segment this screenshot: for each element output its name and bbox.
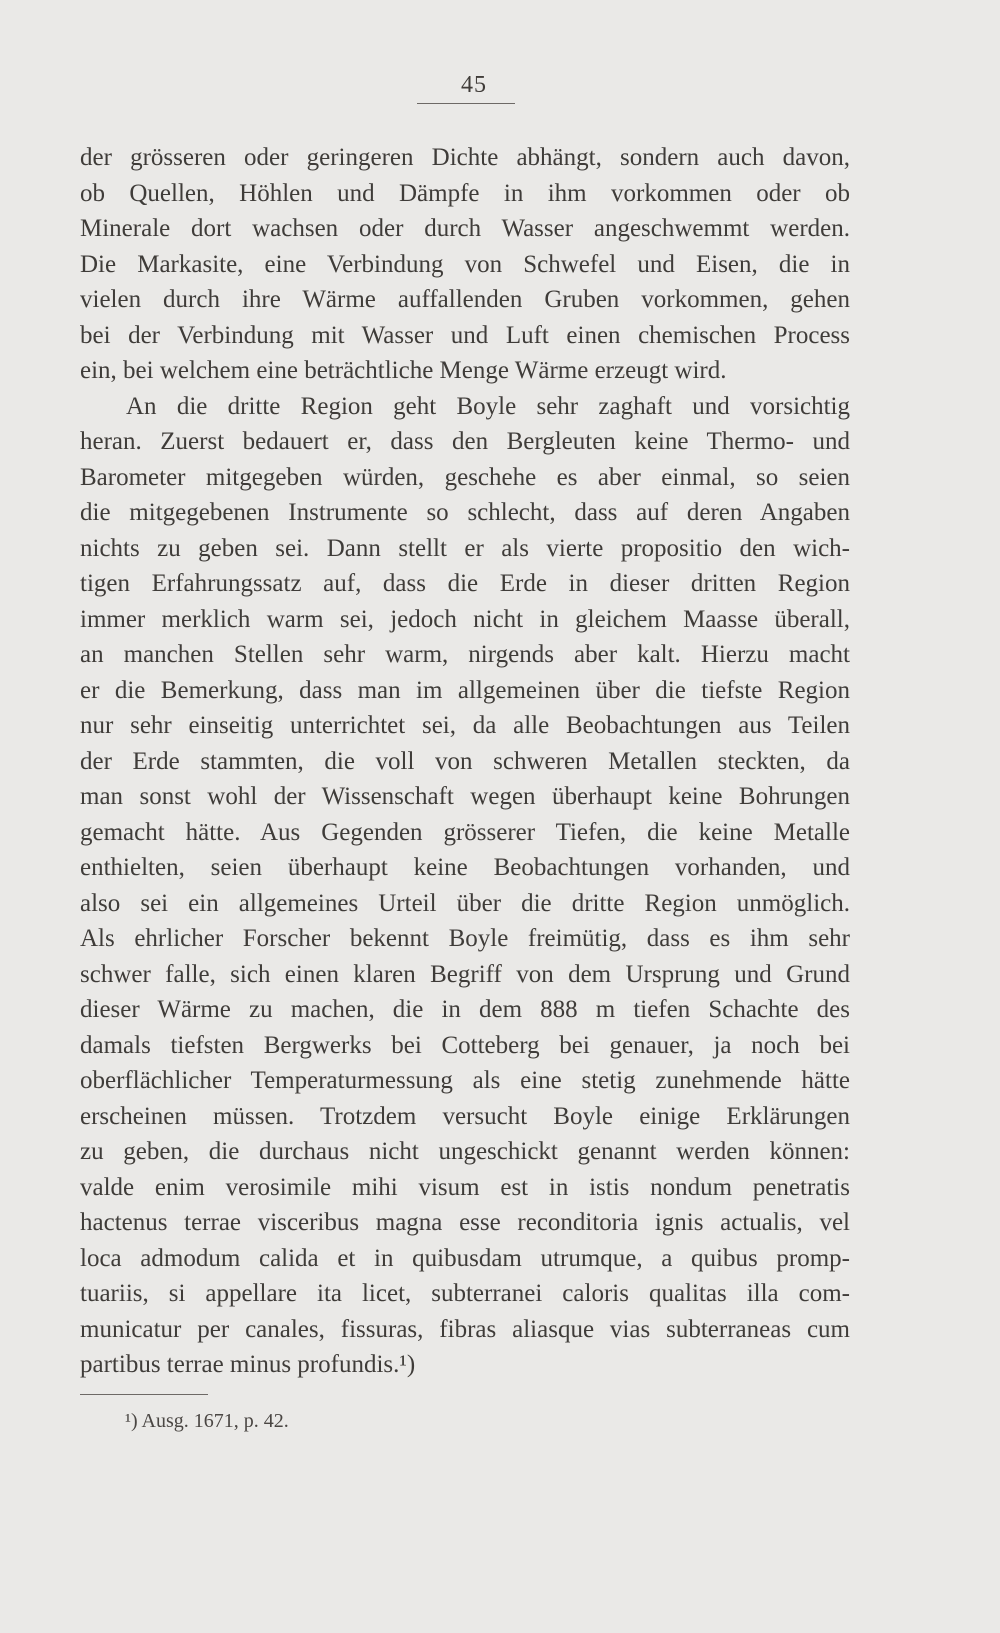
text-line: dieser Wärme zu machen, die in dem 888 m tiefen Schachte des [80,996,850,1023]
text-line: er die Bemerkung, dass man im allgemeinen über die tiefste Region [80,676,850,704]
text-line: ob Quellen, Höhlen und Dämpfe in ihm vorkommen oder ob [80,179,850,207]
text-line: der grösseren oder geringeren Dichte abhängt, sondern auch davon, [80,144,850,171]
text-line: damals tiefsten Bergwerks bei Cotteberg bei genauer, ja noch bei [80,1031,850,1059]
text-line: schwer falle, sich einen klaren Begriff von dem Ursprung und Grund [80,960,850,988]
header-rule [417,103,515,104]
text-line: An die dritte Region geht Boyle sehr zaghaft und vorsichtig [126,392,850,420]
text-line: ein, bei welchem eine beträchtliche Menge Wärme erzeugt wird. [80,357,727,384]
text-line: gemacht hätte. Aus Gegenden grösserer Tiefen, die keine Metalle [80,818,850,846]
text-line: partibus terrae minus profundis.¹) [80,1351,416,1378]
text-line: vielen durch ihre Wärme auffallenden Gruben vorkommen, gehen [80,286,850,313]
text-line: Die Markasite, eine Verbindung von Schwefel und Eisen, die in [80,250,850,278]
text-line: zu geben, die durchaus nicht ungeschickt genannt werden können: [80,1138,850,1165]
text-line: an manchen Stellen sehr warm, nirgends aber kalt. Hierzu macht [80,641,850,668]
text-line: bei der Verbindung mit Wasser und Luft einen chemischen Process [80,321,850,349]
text-line: Als ehrlicher Forscher bekennt Boyle freimütig, dass es ihm sehr [80,925,850,952]
text-line: man sonst wohl der Wissenschaft wegen überhaupt keine Bohrungen [80,783,850,810]
text-line: erscheinen müssen. Trotzdem versucht Boyle einige Erklärungen [80,1102,850,1130]
text-line: also sei ein allgemeines Urteil über die dritte Region unmöglich. [80,889,850,917]
text-line: tuariis, si appellare ita licet, subterranei caloris qualitas illa com- [80,1280,850,1307]
text-line: die mitgegebenen Instrumente so schlecht, dass auf deren Angaben [80,499,850,526]
text-line: Barometer mitgegeben würden, geschehe es aber einmal, so seien [80,463,850,491]
text-line: heran. Zuerst bedauert er, dass den Bergleuten keine Thermo- und [80,428,850,455]
text-line: Minerale dort wachsen oder durch Wasser angeschwemmt werden. [80,215,850,242]
text-line: nichts zu geben sei. Dann stellt er als vierte propositio den wich- [80,534,850,562]
body-text [80,140,850,1383]
text-line: valde enim verosimile mihi visum est in istis nondum penetratis [80,1173,850,1201]
text-line: der Erde stammten, die voll von schweren Metallen steckten, da [80,747,850,775]
footnote-rule [80,1394,208,1395]
footnote: ¹) Ausg. 1671, p. 42. [125,1410,289,1432]
page-number: 45 [461,72,487,98]
text-line: tigen Erfahrungssatz auf, dass die Erde in dieser dritten Region [80,570,850,597]
text-line: hactenus terrae visceribus magna esse reconditoria ignis actualis, vel [80,1209,850,1236]
text-line: municatur per canales, fissuras, fibras aliasque vias subterraneas cum [80,1315,850,1343]
text-line: loca admodum calida et in quibusdam utrumque, a quibus promp- [80,1244,850,1272]
text-line: oberflächlicher Temperaturmessung als eine stetig zunehmende hätte [80,1067,850,1094]
text-line: enthielten, seien überhaupt keine Beobachtungen vorhanden, und [80,854,850,881]
text-line: immer merklich warm sei, jedoch nicht in gleichem Maasse überall, [80,605,850,633]
text-line: nur sehr einseitig unterrichtet sei, da alle Beobachtungen aus Teilen [80,712,850,739]
